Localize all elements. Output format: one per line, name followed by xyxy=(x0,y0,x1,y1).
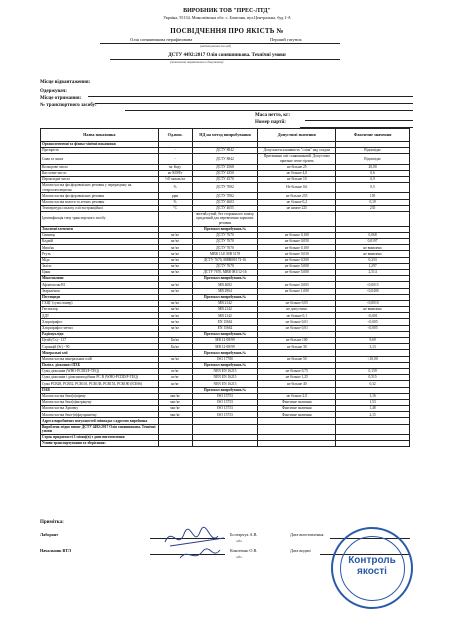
table-cell: мкг/кг xyxy=(158,393,192,399)
table-cell: не більше 0,005 xyxy=(258,282,336,288)
quality-table xyxy=(40,128,410,447)
table-cell: NEN EN 16215 xyxy=(192,381,258,387)
table-cell xyxy=(158,424,192,434)
table-cell: МВВ 13.Е МВ 5178 xyxy=(192,251,258,257)
table-cell: МВ 2964 xyxy=(192,288,258,294)
table-cell: ДСТУ 4350 xyxy=(192,170,258,176)
table-cell: Зеараленон xyxy=(41,288,159,294)
table-cell: не більше 30 xyxy=(258,344,336,350)
table-cell xyxy=(192,441,258,447)
table-cell: ДСТУ 7670 xyxy=(192,245,258,251)
table-cell: 0,19 xyxy=(336,199,410,205)
table-cell: ½О ммоль/кг xyxy=(158,176,192,182)
table-cell: не більше 5,000 xyxy=(258,269,336,275)
table-cell: 0,515 xyxy=(336,375,410,381)
table-cell: ISO 15753 xyxy=(192,393,258,399)
table-cell: мг/кг xyxy=(158,356,192,362)
table-cell: <0,0015 xyxy=(336,282,410,288)
table-cell: 0,0197 xyxy=(336,239,410,245)
signature-image xyxy=(160,520,243,565)
vehicle-label: № транспортного засобу: xyxy=(40,103,97,108)
table-cell: 195 xyxy=(336,193,410,199)
table-cell: 2,15 xyxy=(336,412,410,418)
table-cell: ДСТУ 7082 xyxy=(192,183,258,193)
table-cell: ПАВ xyxy=(41,387,159,393)
table-cell: NEN EN 16215 xyxy=(192,375,258,381)
table-cell: мг/кг xyxy=(158,313,192,319)
table-cell: нг/кг xyxy=(158,381,192,387)
product-name: Олія соняшникова нерафінована xyxy=(130,37,193,42)
table-cell: МВ 2142 xyxy=(192,313,258,319)
table-cell xyxy=(336,441,410,447)
table-cell: ДСТУ 8842 xyxy=(192,154,258,164)
table-cell: ДСТУ 7082 xyxy=(192,193,258,199)
table-cell: ДСТУ 4570 xyxy=(192,176,258,182)
table-cell: 9,69 xyxy=(336,338,410,344)
table-cell: Цинк xyxy=(41,269,159,275)
table-cell: Залізо xyxy=(41,263,159,269)
table-cell: Ідентифікація типу транспортного засобу xyxy=(41,211,159,226)
destination-label: Місце отримання: xyxy=(40,96,82,101)
stamp-line2: якості xyxy=(357,566,387,577)
table-cell: 0,068 xyxy=(336,232,410,238)
table-cell: не більше 100 xyxy=(258,338,336,344)
table-cell: 235 xyxy=(336,205,410,211)
table-cell: Масова частка фосфоровмісних речовин xyxy=(41,193,159,199)
table-cell: <10,00 xyxy=(336,356,410,362)
table-cell: Токсичні елементи xyxy=(41,226,159,232)
table-cell: ISO 15753 xyxy=(192,412,258,418)
table-cell: мг/кг xyxy=(158,288,192,294)
col-header-unit: Од.вим. xyxy=(158,129,192,142)
table-cell: Адреса виробничих потужностей співпадає з адресою виробника xyxy=(41,418,159,424)
table-cell: Протокол випробувань № xyxy=(192,294,258,300)
party-no-label: Номер партії: xyxy=(255,120,286,125)
col-header-name: Назва показника xyxy=(41,129,159,142)
table-cell: мг/кг xyxy=(158,257,192,263)
head-name: Кокотенко О.В. xyxy=(230,548,258,553)
table-cell: Бк/кг xyxy=(158,344,192,350)
table-cell: % xyxy=(158,183,192,193)
table-cell: ДСТУ 7670, МВВ08/172-16 xyxy=(192,257,258,263)
col-header-allowed: Допустимі значення xyxy=(258,129,336,142)
table-cell: Допускається наявність "сліпк" над осадом xyxy=(258,148,336,154)
table-cell: <0,005 xyxy=(336,319,410,325)
table-cell: не більше 0,500 xyxy=(258,257,336,263)
table-cell: не більше 5,000 xyxy=(258,263,336,269)
table-cell: не виявлено xyxy=(336,245,410,251)
table-cell: мг/кг xyxy=(158,269,192,275)
table-cell: ppm xyxy=(158,193,192,199)
standard: ДСТУ 4492:2017 Олія соняшникова. Технічні умови xyxy=(168,53,286,58)
table-cell: не більше 50 xyxy=(258,356,336,362)
table-cell: не більше 0,75 xyxy=(258,368,336,374)
table-cell: ГХЦГ (сума ізомер) xyxy=(41,300,159,306)
table-cell: не нижче 225 xyxy=(258,205,336,211)
table-cell: 0,233 xyxy=(336,257,410,263)
table-cell xyxy=(336,424,410,434)
table-cell: Хлорпірифос xyxy=(41,319,159,325)
table-cell: 1,297 xyxy=(336,263,410,269)
table-cell xyxy=(258,441,336,447)
table-cell: ДСТУ 7670 xyxy=(192,232,258,238)
table-cell: <0,0010 xyxy=(336,300,410,306)
table-cell xyxy=(258,211,336,226)
table-cell: Органолептичні та фізико-хімічні показники xyxy=(41,142,159,148)
table-cell: не більше 40 xyxy=(258,381,336,387)
table-cell: Масова частка Хризену xyxy=(41,406,159,412)
table-cell: ДСТУ 4568 xyxy=(192,164,258,170)
table-row xyxy=(41,183,410,193)
table-cell: ДСТУ 7670 xyxy=(192,239,258,245)
table-cell: Ртуть xyxy=(41,251,159,257)
table-cell xyxy=(258,424,336,434)
table-cell: Бк/кг xyxy=(158,338,192,344)
table-cell: Масова частка бенз(а)пірену xyxy=(41,393,159,399)
table-cell: Масова частка бенз-(в)флуорантену xyxy=(41,412,159,418)
table-cell: Фактичне значення xyxy=(258,412,336,418)
table-cell: Масова частка мінеральних олій xyxy=(41,356,159,362)
table-cell: мкг/кг xyxy=(158,406,192,412)
table-cell: мг йоду xyxy=(158,164,192,170)
table-cell: °С xyxy=(158,205,192,211)
table-cell: мкг/кг xyxy=(158,412,192,418)
table-cell: Стронцій (Sr) - 90 xyxy=(41,344,159,350)
departure-place-label: Місце відвантаження: xyxy=(40,80,91,85)
stamp-line1: Контроль xyxy=(348,555,396,566)
table-cell: Мінеральні олії xyxy=(41,350,159,356)
table-cell: не більше 0,1 xyxy=(258,313,336,319)
table-cell: <0,001 xyxy=(336,313,410,319)
table-cell: Масова частка фосфоровмісних речовин у перерахунку на стеароолеолецитин xyxy=(41,183,159,193)
table-cell: ДСТУ 4603 xyxy=(192,199,258,205)
table-cell: 0,139 xyxy=(336,368,410,374)
table-cell: не більше 1,000 xyxy=(258,288,336,294)
table-cell: Протокол випробувань № xyxy=(192,362,258,368)
table-cell: МВ 2142 xyxy=(192,307,258,313)
table-cell: пг/кг xyxy=(158,368,192,374)
product-note: (найменування та вид) xyxy=(200,44,232,48)
table-cell: не допустимо xyxy=(258,307,336,313)
table-cell: Протокол випробувань № xyxy=(192,350,258,356)
table-cell: Сума PCB28, PCB52, PCB101, PCB138, PCB153, PCB180 (ICES6) xyxy=(41,381,159,387)
table-cell: мг/кг xyxy=(158,239,192,245)
table-cell: Масова частка бенз(а)антрацену xyxy=(41,399,159,405)
table-cell: - xyxy=(158,154,192,164)
head-sign: пiдп. xyxy=(236,555,243,559)
table-cell: МВ 12-08/99 xyxy=(192,344,258,350)
table-cell: не більше 25 xyxy=(258,164,336,170)
table-cell: мг/кг xyxy=(158,319,192,325)
table-cell: Не більше 0,6 xyxy=(258,183,336,193)
table-cell: не більше 0,05 xyxy=(258,300,336,306)
table-cell: Радіонукліди xyxy=(41,331,159,337)
table-cell: ДДТ xyxy=(41,313,159,319)
date-issued-label: Дата видачі xyxy=(290,548,311,553)
table-cell: мкг/кг xyxy=(158,399,192,405)
table-cell: мг/кг xyxy=(158,300,192,306)
table-cell: Кольорове число xyxy=(41,164,159,170)
table-cell xyxy=(336,211,410,226)
table-cell: чистий,сухий, без стороннього запаху, придатний для перевезення харчових речовин xyxy=(192,211,258,226)
table-cell: не виявлено xyxy=(336,307,410,313)
table-cell: Умови транспортування та зберігання: xyxy=(41,441,159,447)
table-cell: EN 15662 xyxy=(192,319,258,325)
table-cell: мг/кг xyxy=(158,282,192,288)
net-mass-label: Маса нетто, кг: xyxy=(255,113,291,118)
table-cell: ДСТУ 8842 xyxy=(192,148,258,154)
lab-name: Болтарчук А.В. xyxy=(230,532,258,537)
table-cell: Відповідає xyxy=(336,148,410,154)
table-cell: не більше 4,0 xyxy=(258,170,336,176)
lab-sign: пiдп. xyxy=(236,539,243,543)
table-cell: мг/кг xyxy=(158,325,192,331)
table-cell: Смак та запах xyxy=(41,154,159,164)
table-cell: не більше 0,100 xyxy=(258,245,336,251)
table-cell: ДСТУ 7670 xyxy=(192,263,258,269)
table-cell: МВ 12-08/99 xyxy=(192,338,258,344)
table-cell: 6,9 xyxy=(336,176,410,182)
company-name: ВИРОБНИК ТОВ "ПРЕС-ЛТД" xyxy=(183,8,271,14)
standard-note: (позначення нормативного документа) xyxy=(170,60,224,64)
table-cell: % xyxy=(158,199,192,205)
table-cell: Пероксидне число xyxy=(41,176,159,182)
table-cell: NEN EN 16215 xyxy=(192,368,258,374)
table-cell: Масова частка вологи та летких речовин xyxy=(41,199,159,205)
company-address: Україна, 55134, Миколаївська обл. с. Баштанк, вул.Центральна, буд.1-А xyxy=(163,15,291,20)
table-cell: Гептахлор xyxy=(41,307,159,313)
table-cell: ДСТУ 4655 xyxy=(192,205,258,211)
table-cell: Мікотоксини xyxy=(41,276,159,282)
table-header-row xyxy=(41,129,410,142)
table-cell: мг/кг xyxy=(158,251,192,257)
table-cell: 3,13 xyxy=(336,344,410,350)
table-cell: Вироблена згідно вимог ДСТУ 4492:2017 Олія соняшникова. Технічні умови xyxy=(41,424,159,434)
table-cell xyxy=(158,211,192,226)
table-cell: не більше 0,030 xyxy=(258,251,336,257)
table-row xyxy=(41,154,410,164)
table-cell: 20,00 xyxy=(336,164,410,170)
table-cell: Притаманні олії соняшниковій. Допустимо приємне легке гірчить xyxy=(258,154,336,164)
table-cell: Афлатоксин В1 xyxy=(41,282,159,288)
table-cell: Сума діоксинів (WHO-PCDD/F-TEQ) xyxy=(41,368,159,374)
table-cell: 2,514 xyxy=(336,269,410,275)
lab-label: Лаборант xyxy=(40,532,59,537)
table-cell: мг КОН/г xyxy=(158,170,192,176)
table-cell: мг/кг xyxy=(158,245,192,251)
table-section-row xyxy=(41,424,410,434)
table-cell: Температура спалаху олії екстракційної xyxy=(41,205,159,211)
table-cell: Відповідає xyxy=(336,154,410,164)
table-cell: ДСТУ 7670, МВВ 081/12-16 xyxy=(192,269,258,275)
date-made-label: Дата виготовлення xyxy=(290,532,324,537)
table-cell: 1,53 xyxy=(336,399,410,405)
table-cell: Хлорпірифос-метил xyxy=(41,325,159,331)
table-cell: МВ 2142 xyxy=(192,300,258,306)
table-cell: не більше 1,25 xyxy=(258,375,336,381)
table-cell: Пестициди xyxy=(41,294,159,300)
table-cell: МВ 4082 xyxy=(192,282,258,288)
table-cell xyxy=(192,424,258,434)
table-cell: 0,6 xyxy=(336,170,410,176)
table-cell: Протокол випробувань № xyxy=(192,226,258,232)
table-cell: <0,0400 xyxy=(336,288,410,294)
table-cell: Фактичне значення xyxy=(258,399,336,405)
table-cell: EN 15662 xyxy=(192,325,258,331)
note-label: Примітка: xyxy=(40,520,64,525)
table-cell: Сума діоксинів і діоксиноподібних PC B (WHO-PCDD/F-TEQ) xyxy=(41,375,159,381)
table-cell: - xyxy=(158,148,192,154)
table-cell: 1,16 xyxy=(336,393,410,399)
table-cell xyxy=(158,441,192,447)
table-cell: Кислотне число xyxy=(41,170,159,176)
table-cell: не більше 10 xyxy=(258,176,336,182)
table-cell: 0,32 xyxy=(336,381,410,387)
table-cell: Поліхл. діоксини і ПХБ xyxy=(41,362,159,368)
table-cell: Кадмій xyxy=(41,239,159,245)
recipient-label: Одержувач: xyxy=(40,89,67,94)
table-cell: ISO 15753 xyxy=(192,406,258,412)
table-cell: не виявлено xyxy=(336,251,410,257)
head-label: Начальник ВТЛ xyxy=(40,548,71,553)
table-cell: пг/кг xyxy=(158,375,192,381)
table-cell: Протокол випробувань № xyxy=(192,276,258,282)
table-cell: не більше 2,0 xyxy=(258,393,336,399)
col-header-actual: Фактичне значення xyxy=(336,129,410,142)
table-cell: не більше 0,01 xyxy=(258,325,336,331)
table-cell: не більше 0,2 xyxy=(258,199,336,205)
table-cell: Прозорість xyxy=(41,148,159,154)
table-cell: 0,5 xyxy=(336,183,410,193)
table-cell: 1,48 xyxy=(336,406,410,412)
table-cell: не більше 255 xyxy=(258,193,336,199)
table-cell: не більше 0,050 xyxy=(258,239,336,245)
table-cell: Мідь xyxy=(41,257,159,263)
table-row xyxy=(41,211,410,226)
table-cell: мг/кг xyxy=(158,307,192,313)
table-cell: мг/кг xyxy=(158,263,192,269)
table-cell: <0,005 xyxy=(336,325,410,331)
table-cell: Протокол випробувань № xyxy=(192,331,258,337)
table-cell: не більше 0,01 xyxy=(258,319,336,325)
table-cell: мг/кг xyxy=(158,232,192,238)
table-cell: ISO 15753 xyxy=(192,399,258,405)
product-grade: Перший гатунок xyxy=(270,37,302,42)
quality-control-stamp xyxy=(331,527,413,609)
table-cell: Протокол випробувань № xyxy=(192,387,258,393)
table-cell: Строк придатності 3 місяці(в) з дати виготовлення xyxy=(41,434,159,440)
table-cell: ISO 17780 xyxy=(192,356,258,362)
table-cell: Фактичне значення xyxy=(258,406,336,412)
table-cell: Миш'як xyxy=(41,245,159,251)
table-cell: не більше 0,100 xyxy=(258,232,336,238)
table-cell: Свинець xyxy=(41,232,159,238)
col-header-method: НД на метод випробування xyxy=(192,129,258,142)
document-title: ПОСВІДЧЕННЯ ПРО ЯКІСТЬ № xyxy=(170,27,284,35)
table-section-row xyxy=(41,441,410,447)
table-cell: Цезій (Cs) - 137 xyxy=(41,338,159,344)
